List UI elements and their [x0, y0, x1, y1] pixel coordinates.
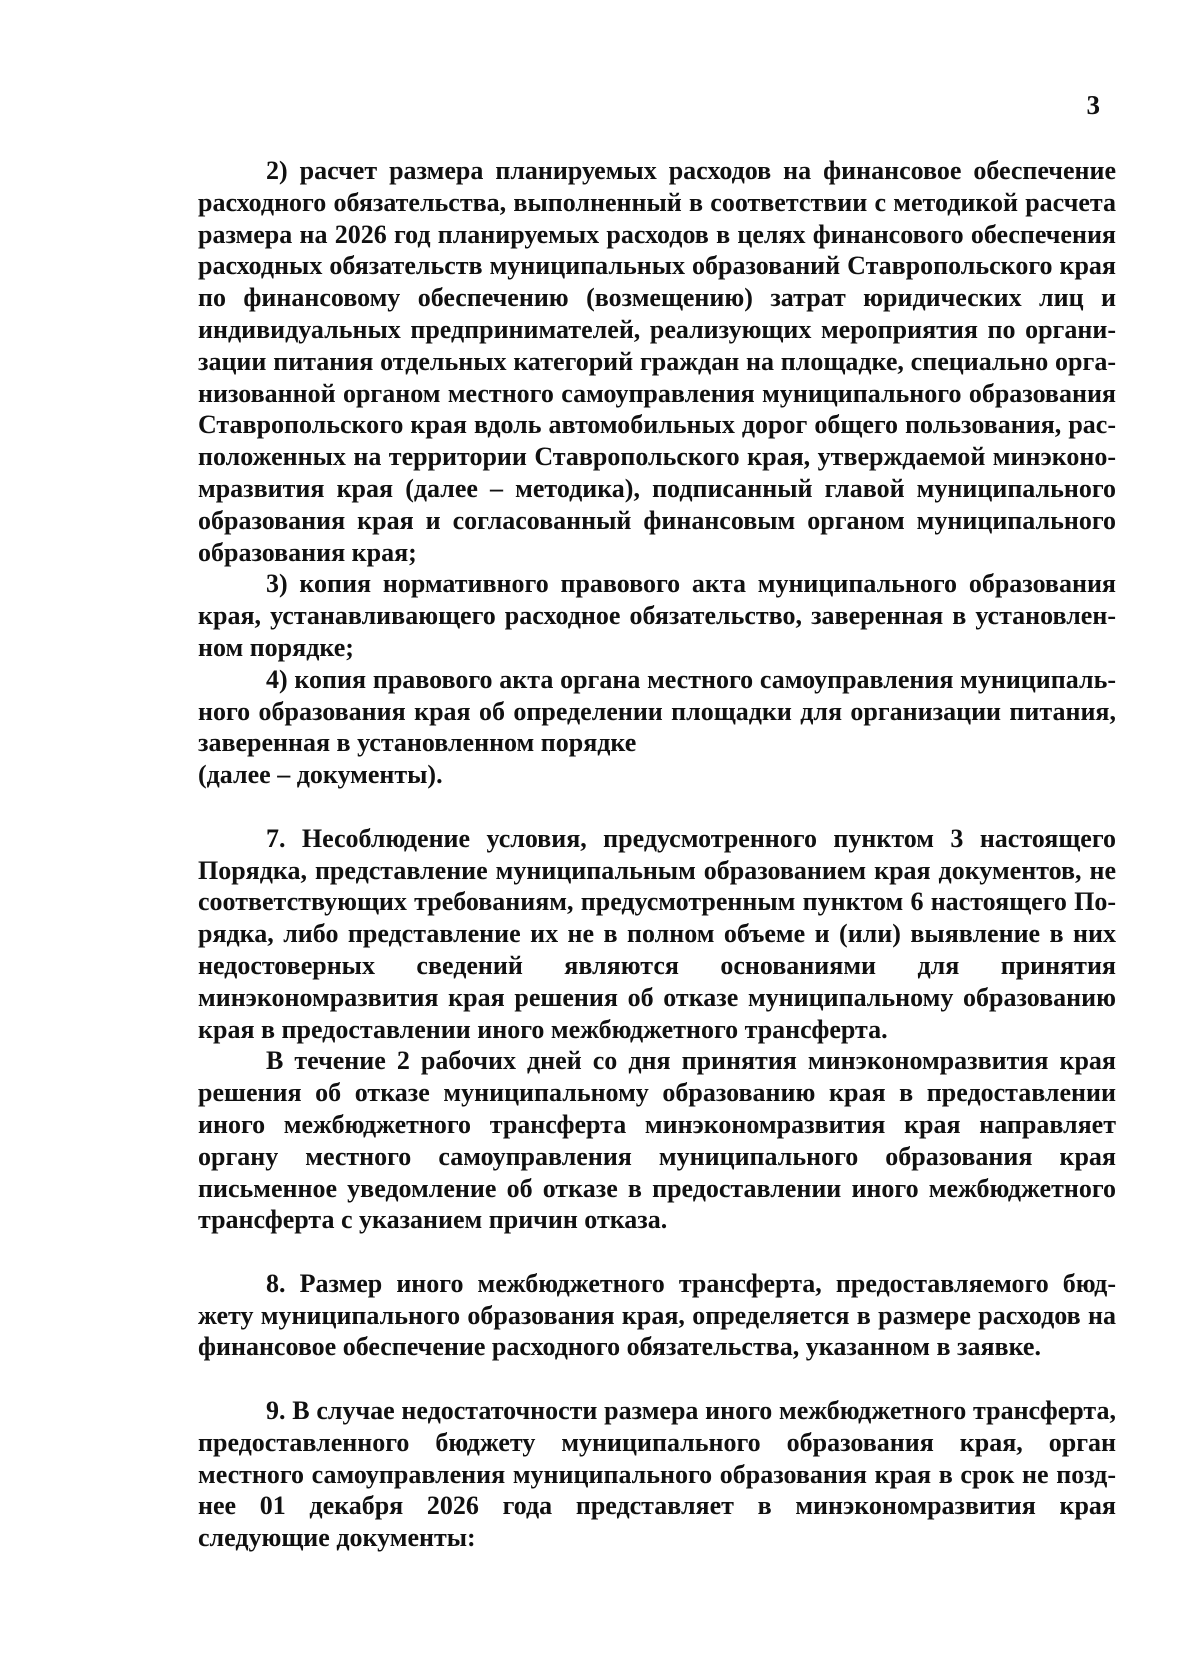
paragraph-documents-note: (далее – документы). — [198, 760, 443, 790]
paragraph-clause-7-notice: В течение 2 рабочих дней со дня принятия минэкономразвития края решения об отказе муниципальному образованию края в предоставлении иного межбюджетного трансферта минэкономразвития края направляет органу местного самоуправления муниципального образования края письменное уведомление об отказе в предоставлении иного межбюджетного трансферта с указанием причин отказа. — [198, 1046, 1116, 1235]
document-body — [198, 155, 1116, 1554]
paragraph-clause-9: 9. В случае недостаточности размера иного межбюджетного трансферта, предоставленного бюджету муниципального образования края, орган местного самоуправления муниципального образования края в срок не позднее 01 декабря 2026 года представляет в минэкономразвития края следующие документы: — [198, 1396, 1116, 1553]
paragraph-clause-7: 7. Несоблюдение условия, предусмотренного пунктом 3 настоящего Порядка, представление муниципальным образованием края документов, не соответствующих требованиям, предусмотренным пунктом 6 настоящего Порядка, либо представление их не в полном объеме и (или) выявление в них недостоверных сведений являются основаниями для принятия минэкономразвития края решения об отказе муниципальному образованию края в предоставлении иного межбюджетного трансферта. — [198, 823, 1116, 1044]
paragraph-clause-8: 8. Размер иного межбюджетного трансферта, предоставляемого бюджету муниципального образования края, определяется в размере расходов на финансовое обеспечение расходного обязательства, указанном в заявке. — [198, 1268, 1116, 1362]
paragraph-item-2: 2) расчет размера планируемых расходов на финансовое обеспечение расходного обязательства, выполненный в соответствии с методикой расчета размера на 2026 год планируемых расходов в целях финансового обеспечения расходных обязательств муниципальных образований Ставропольского края по финансовому обеспечению (возмещению) затрат юридических лиц и индивидуальных предпринимателей, реализующих мероприятия по организации питания отдельных категорий граждан на площадке, специально организованной органом местного самоуправления муниципального образования Ставропольского края вдоль автомобильных дорог общего пользования, расположенных на территории Ставропольского края, утверждаемой минэкономразвития края (далее – методика), подписанный главой муниципального образования края и согласованный финансовым органом муниципального образования края; — [198, 156, 1116, 567]
page-number: 3 — [1086, 90, 1100, 120]
paragraph-item-4: 4) копия правового акта органа местного самоуправления муниципального образования края об определении площадки для организации питания, заверенная в установленном порядке — [198, 664, 1116, 758]
paragraph-item-3: 3) копия нормативного правового акта муниципального образования края, устанавливающего расходное обязательство, заверенная в установленном порядке; — [198, 569, 1116, 662]
